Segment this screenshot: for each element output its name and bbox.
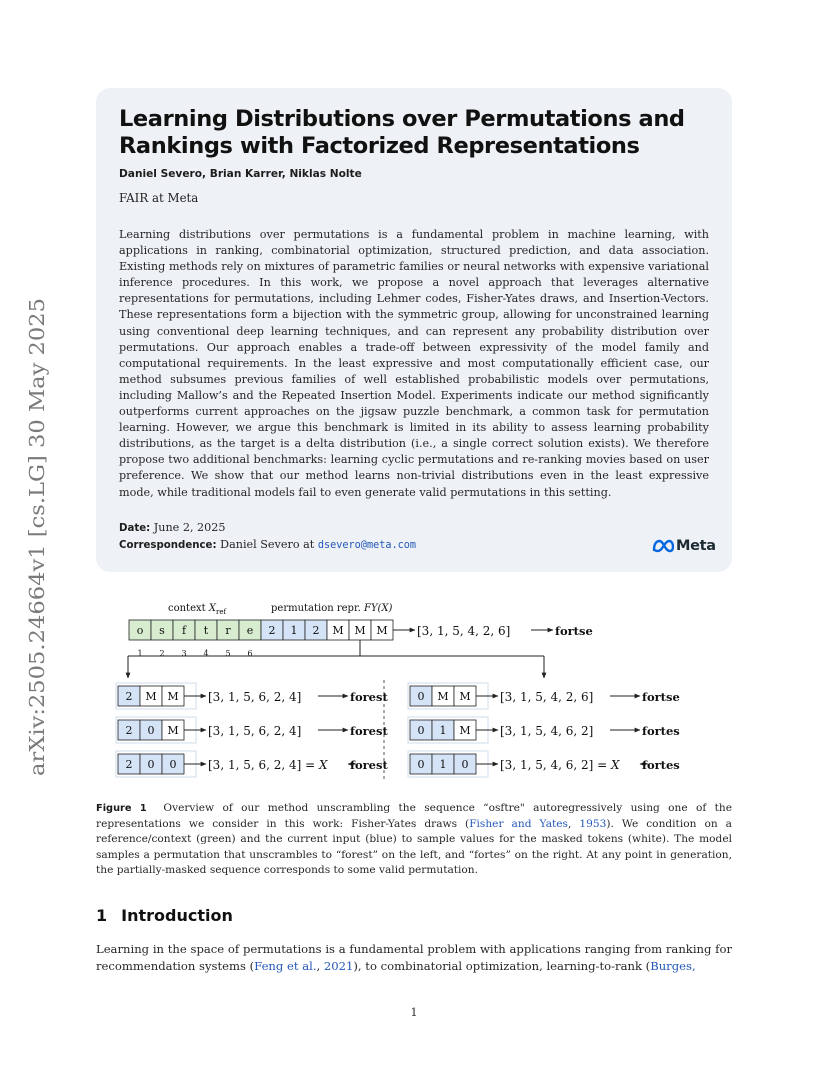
context-token-label: s: [159, 624, 165, 637]
date-label: Date:: [119, 523, 151, 534]
left-row-result: [3, 1, 5, 6, 2, 4] = X: [208, 758, 328, 772]
section-title: Introduction: [121, 906, 233, 925]
top-result-word: fortse: [555, 624, 593, 638]
caption-text-2: ). We condition on a reference/context (green) and the current input (blue) to sample values for the masked tokens (white). The model samples a permutation that unscrambles to “forest” on the left, and “fortes” on the right. At any point in generation, the partially-masked sequence corresponds to some valid permutation.: [96, 817, 733, 877]
left-row-token-label: 0: [169, 758, 177, 771]
left-row-token-label: M: [167, 690, 179, 703]
right-row-token-label: 1: [439, 724, 447, 737]
citation-year-link[interactable]: 2021: [323, 959, 354, 973]
left-row-token-label: 0: [147, 758, 155, 771]
index-label: 1: [137, 649, 143, 658]
right-row-token-label: 1: [439, 758, 447, 771]
right-row-token-label: M: [459, 724, 471, 737]
figure-caption: [96, 801, 732, 879]
left-row-word: forest: [350, 758, 388, 772]
author-name: Niklas Nolte: [289, 168, 362, 180]
meta-wordmark: Meta: [676, 538, 716, 554]
left-row-token-label: 2: [125, 690, 133, 703]
right-row-token-label: M: [437, 690, 449, 703]
repr-token-label: M: [354, 624, 366, 637]
left-row-word: forest: [350, 724, 388, 738]
index-label: 4: [203, 649, 209, 658]
perm-var: FY(X): [364, 603, 393, 614]
right-row-result: [3, 1, 5, 4, 6, 2]: [500, 724, 594, 738]
right-row-word: fortes: [642, 758, 680, 772]
right-row-word: fortse: [642, 690, 680, 704]
abstract-text: Learning distributions over permutations is a fundamental problem in machine learning, with applications in ranking, combinatorial optimization, structured prediction, and data association. Existing methods rely on mixtures of parametric families or neural networks with expensive variational inference procedures. In this work, we propose a novel approach that leverages alternative representations for permutations, including Lehmer codes, Fisher-Yates draws, and Insertion-Vectors. These representations form a bijection with the symmetric group, allowing for unconstrained learning using conventional deep learning techniques, and can represent any probability distribution over permutations. Our approach enables a trade-off between expressivity of the model family and computational requirements. In the least expressive and most computationally efficient case, our method subsumes previous families of well established probabilistic models over permutations, including Mallow’s and the Repeated Insertion Model. Experiments indicate our method significantly outperforms current approaches on the jigsaw puzzle benchmark, a common task for permutation learning. However, we argue this benchmark is limited in its ability to assess learning probability distributions, as the target is a delta distribution (i.e., a single correct solution exists). We therefore propose two additional benchmarks: learning cyclic permutations and re-ranking movies based on user preference. We show that our method learns non-trivial distributions even in the least expressive mode, while traditional models fail to even generate valid permutations in this setting.: [119, 228, 709, 499]
left-row-result: [3, 1, 5, 6, 2, 4]: [208, 690, 302, 704]
right-row-token-label: 0: [417, 758, 425, 771]
section-number: 1: [96, 906, 108, 925]
citation-link[interactable]: Fisher and Yates: [469, 817, 568, 830]
repr-token-label: 1: [290, 624, 298, 637]
left-row-token-label: 2: [125, 758, 133, 771]
right-row-word: fortes: [642, 724, 680, 738]
index-label: 6: [247, 649, 253, 658]
context-var: X: [208, 603, 216, 614]
meta-infinity-icon: [652, 539, 674, 553]
figure-label: Figure 1: [96, 803, 147, 814]
left-row-word: forest: [350, 690, 388, 704]
left-row-token-label: 2: [125, 724, 133, 737]
citation-link[interactable]: Feng et al.: [254, 959, 317, 973]
right-row-token-label: 0: [417, 690, 425, 703]
intro-text-2: ), to combinatorial optimization, learning-to-rank (: [353, 959, 651, 973]
intro-paragraph: [96, 941, 732, 975]
repr-token-label: M: [332, 624, 344, 637]
permutation-repr-label: permutation repr. FY(X): [271, 603, 393, 614]
top-permutation-result: [3, 1, 5, 4, 2, 6]: [417, 624, 511, 638]
caption-text-1: Overview of our method unscrambling the sequence “osftre" autoregressively using one of the representations we consider in this work: Fisher-Yates draws (: [96, 802, 732, 830]
date-row: [119, 521, 226, 534]
arxiv-identifier: arXiv:2505.24664v1 [cs.LG] 30 May 2025: [25, 342, 49, 776]
context-token-label: e: [246, 624, 254, 637]
author-name: Brian Karrer: [209, 168, 282, 180]
author-list: Daniel Severo, Brian Karrer, Niklas Nolte: [119, 168, 362, 180]
correspondence-row: [119, 538, 416, 551]
meta-logo: [652, 537, 716, 555]
context-sub: ref: [215, 608, 227, 616]
figure-1: [96, 590, 736, 786]
intro-sep: ,: [316, 959, 324, 973]
context-token-label: o: [136, 624, 144, 637]
context-label: context $X_{ref}$: [168, 603, 227, 616]
paper-title: [119, 106, 719, 160]
right-row-token-label: 0: [417, 724, 425, 737]
correspondence-label: Correspondence:: [119, 540, 217, 551]
affiliation: FAIR at Meta: [119, 191, 199, 205]
context-token-label: f: [181, 624, 187, 637]
right-row-token-label: 0: [461, 758, 469, 771]
context-token-label: t: [203, 624, 209, 637]
arxiv-sidebar-stamp: [18, 298, 54, 776]
left-row-result: [3, 1, 5, 6, 2, 4]: [208, 724, 302, 738]
repr-token-label: M: [376, 624, 388, 637]
equals-x: = X: [593, 758, 620, 772]
correspondence-email-link[interactable]: dsevero@meta.com: [317, 540, 417, 551]
repr-token-label: 2: [268, 624, 276, 637]
left-row-token-label: 0: [147, 724, 155, 737]
caption-sep: ,: [567, 817, 580, 830]
correspondence-name: Daniel Severo at: [220, 538, 315, 551]
index-label: 5: [225, 649, 231, 658]
citation-link[interactable]: Burges,: [650, 959, 696, 973]
repr-token-label: 2: [312, 624, 320, 637]
equals-x: = X: [301, 758, 328, 772]
intro-text-1: Learning in the space of permutations is a fundamental problem with applications ranging from ranking for recommendation systems (: [96, 942, 732, 973]
paper-title-line-1: Learning Distributions over Permutations and: [119, 106, 685, 132]
right-row-token-label: M: [459, 690, 471, 703]
index-label: 2: [159, 649, 165, 658]
author-name: Daniel Severo: [119, 168, 203, 180]
context-token-label: r: [225, 624, 231, 637]
right-row-result: [3, 1, 5, 4, 6, 2] = X: [500, 758, 620, 772]
citation-year-link[interactable]: 1953: [579, 817, 607, 830]
date-value: June 2, 2025: [153, 521, 226, 534]
page-number: 1: [410, 1005, 418, 1019]
right-row-result: [3, 1, 5, 4, 2, 6]: [500, 690, 594, 704]
left-row-token-label: M: [145, 690, 157, 703]
left-row-token-label: M: [167, 724, 179, 737]
paper-title-line-2: Rankings with Factorized Representations: [119, 133, 640, 159]
section-heading: [96, 906, 233, 925]
index-label: 3: [181, 649, 187, 658]
